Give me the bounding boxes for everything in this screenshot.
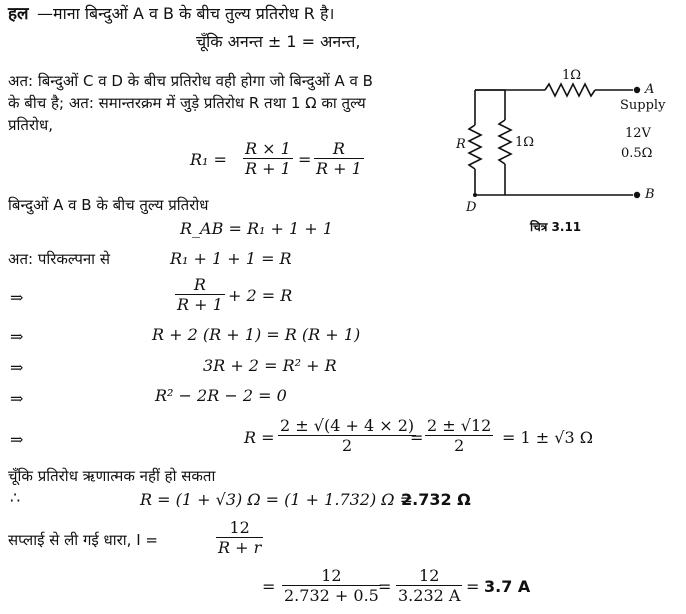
step4-equation: R² − 2R − 2 = 0	[155, 386, 287, 405]
step2-equation: R + 2 (R + 1) = R (R + 1)	[152, 325, 361, 344]
result-equation: R = (1 + √3) Ω = (1 + 1.732) Ω =	[140, 490, 414, 509]
hypothesis-label: अत: परिकल्पना से	[8, 250, 110, 268]
point-d-label: D	[466, 200, 477, 215]
arrow-step2: ⇒	[10, 327, 24, 346]
final-value: 3.7 A	[484, 577, 531, 596]
r1-frac2-den: R + 1	[316, 159, 362, 178]
final-f1-num: 12	[321, 566, 342, 585]
therefore-symbol: ∴	[10, 488, 21, 507]
current-num: 12	[229, 518, 250, 537]
rab-intro: बिन्दुओं A व B के बीच तुल्य प्रतिरोध	[8, 196, 209, 214]
node-d	[473, 193, 477, 197]
step1-rest: + 2 = R	[228, 286, 293, 305]
left-resistor-label: R	[456, 137, 466, 152]
supply-label: Supply	[620, 98, 666, 113]
para1-line2: के बीच है; अत: समान्तरक्रम में जुड़े प्रतिरोध R तथा 1 Ω का तुल्य	[8, 94, 366, 112]
final-eq1: =	[262, 577, 276, 596]
r1-frac1-num: R × 1	[245, 139, 291, 158]
solution-heading: हल	[8, 4, 29, 24]
left-resistor-r	[469, 125, 481, 169]
r1-lhs: R₁ =	[190, 150, 227, 169]
point-a-label: A	[645, 82, 655, 97]
para1-line1: अत: बिन्दुओं C व D के बीच प्रतिरोध वही होगा जो बिन्दुओं A व B	[8, 72, 373, 90]
result-value: 2.732 Ω	[401, 490, 471, 509]
mid-resistor-label: 1Ω	[515, 135, 535, 150]
step5-equals: =	[410, 428, 424, 447]
top-resistor-label: 1Ω	[562, 68, 582, 83]
step5-rest: = 1 ± √3 Ω	[502, 428, 593, 447]
final-f2-den: 3.232 A	[398, 586, 461, 605]
terminal-b	[634, 192, 640, 198]
arrow-step1: ⇒	[10, 288, 24, 307]
step1-num: R	[193, 275, 206, 294]
final-eq2: =	[378, 577, 392, 596]
figure-caption: चित्र 3.11	[530, 220, 582, 234]
mid-resistor	[499, 120, 511, 164]
terminal-a	[634, 87, 640, 93]
r1-frac1-den: R + 1	[245, 159, 291, 178]
current-label: सप्लाई से ली गई धारा, I =	[8, 531, 158, 549]
step5-f2-den: 2	[425, 435, 493, 455]
hypothesis-equation: R₁ + 1 + 1 = R	[170, 249, 292, 268]
infinity-line: चूँकि अनन्त ± 1 = अनन्त,	[196, 32, 361, 51]
r1-frac2-num: R	[332, 139, 345, 158]
step5-f2-num: 2 ± √12	[427, 416, 492, 435]
current-den: R + r	[218, 538, 262, 557]
voltage-label: 12V	[625, 126, 651, 141]
arrow-step5: ⇒	[10, 430, 24, 449]
final-eq3: =	[466, 577, 480, 596]
step5-f1-num: 2 ± √(4 + 4 × 2)	[280, 416, 415, 435]
r1-equals: =	[298, 150, 312, 169]
step5-lhs: R =	[244, 428, 275, 447]
final-f2-num: 12	[419, 566, 440, 585]
step5-f1-den: 2	[278, 435, 416, 455]
arrow-step4: ⇒	[10, 389, 24, 408]
solution-intro: —माना बिन्दुओं A व B के बीच तुल्य प्रतिरोध R है।	[37, 4, 335, 23]
negative-note: चूँकि प्रतिरोध ऋणात्मक नहीं हो सकता	[8, 467, 216, 485]
step3-equation: 3R + 2 = R² + R	[203, 356, 337, 375]
internal-resistance-label: 0.5Ω	[621, 146, 653, 161]
rab-equation: R_AB = R₁ + 1 + 1	[180, 219, 333, 238]
step1-den: R + 1	[177, 295, 223, 314]
para1-line3: प्रतिरोध,	[8, 116, 53, 134]
final-f1-den: 2.732 + 0.5	[284, 586, 379, 605]
point-b-label: B	[645, 187, 655, 202]
arrow-step3: ⇒	[10, 358, 24, 377]
